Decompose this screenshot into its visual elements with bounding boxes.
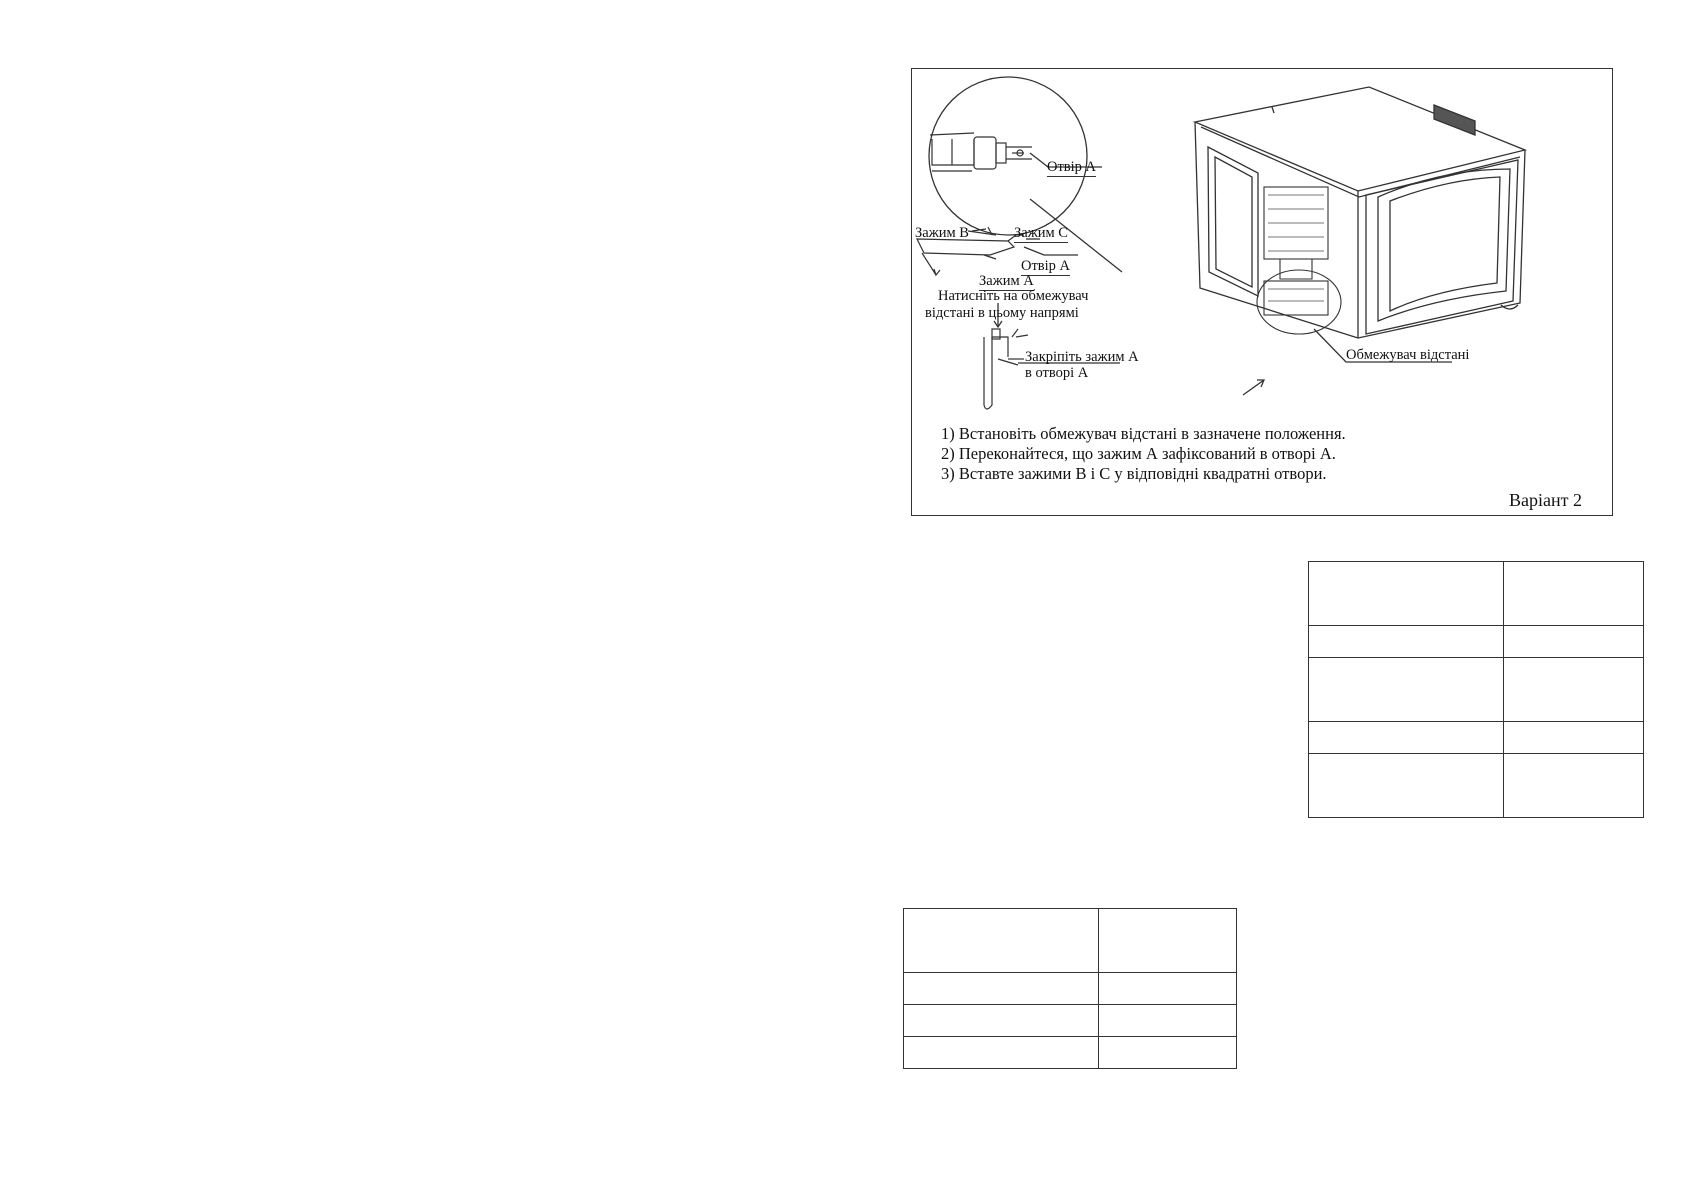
table-cell <box>1504 562 1644 626</box>
table-cell <box>1504 722 1644 754</box>
label-fix-line2: в отворі А <box>1025 365 1089 381</box>
label-clip-a: Зажим А <box>979 273 1034 289</box>
table-cell <box>1309 722 1504 754</box>
label-clip-b: Зажим В <box>915 225 969 241</box>
label-press-line2: відстані в цьому напрямі <box>925 305 1079 321</box>
table-row <box>1309 722 1644 754</box>
table-cell <box>904 1005 1099 1037</box>
table-cell <box>1099 973 1237 1005</box>
table-cell <box>1099 1037 1237 1069</box>
mounted-clip-drawing <box>984 329 1024 409</box>
table-row <box>1309 658 1644 722</box>
step-2: 2) Переконайтеся, що зажим А зафіксований в отворі А. <box>941 444 1336 463</box>
variant-label: Варіант 2 <box>1509 490 1582 510</box>
table-cell <box>1504 754 1644 818</box>
table-row <box>904 909 1237 973</box>
table-cell <box>1309 562 1504 626</box>
table-cell <box>1504 626 1644 658</box>
table-row <box>904 1037 1237 1069</box>
table-row <box>1309 562 1644 626</box>
rear-panel <box>1257 187 1341 334</box>
detail-clip-drawing <box>930 133 1032 171</box>
table-row <box>904 1005 1237 1037</box>
table-cell <box>1309 658 1504 722</box>
label-press-line1: Натисніть на обмежувач <box>938 288 1089 304</box>
label-spacer: Обмежувач відстані <box>1346 347 1470 363</box>
microwave-body <box>1195 87 1525 338</box>
table-cell <box>1099 1005 1237 1037</box>
table-row <box>904 973 1237 1005</box>
table-right <box>1308 561 1644 818</box>
table-row <box>1309 626 1644 658</box>
table-cell <box>904 909 1099 973</box>
table-cell <box>1309 754 1504 818</box>
label-hole-a-top: Отвір А <box>1047 159 1097 175</box>
step-1: 1) Встановіть обмежувач відстані в зазначене положення. <box>941 424 1346 443</box>
table-bottom <box>903 908 1237 1069</box>
label-clip-c: Зажим С <box>1014 225 1068 241</box>
installation-figure <box>911 68 1613 516</box>
label-hole-a-mid: Отвір А <box>1021 258 1071 274</box>
step-3: 3) Вставте зажими В і С у відповідні квадратні отвори. <box>941 464 1327 483</box>
detail-magnifier <box>929 77 1087 235</box>
table-cell <box>904 973 1099 1005</box>
label-fix-line1: Закріпіть зажим А <box>1025 349 1139 365</box>
table-cell <box>1099 909 1237 973</box>
table-cell <box>904 1037 1099 1069</box>
table-cell <box>1309 626 1504 658</box>
table-row <box>1309 754 1644 818</box>
table-cell <box>1504 658 1644 722</box>
